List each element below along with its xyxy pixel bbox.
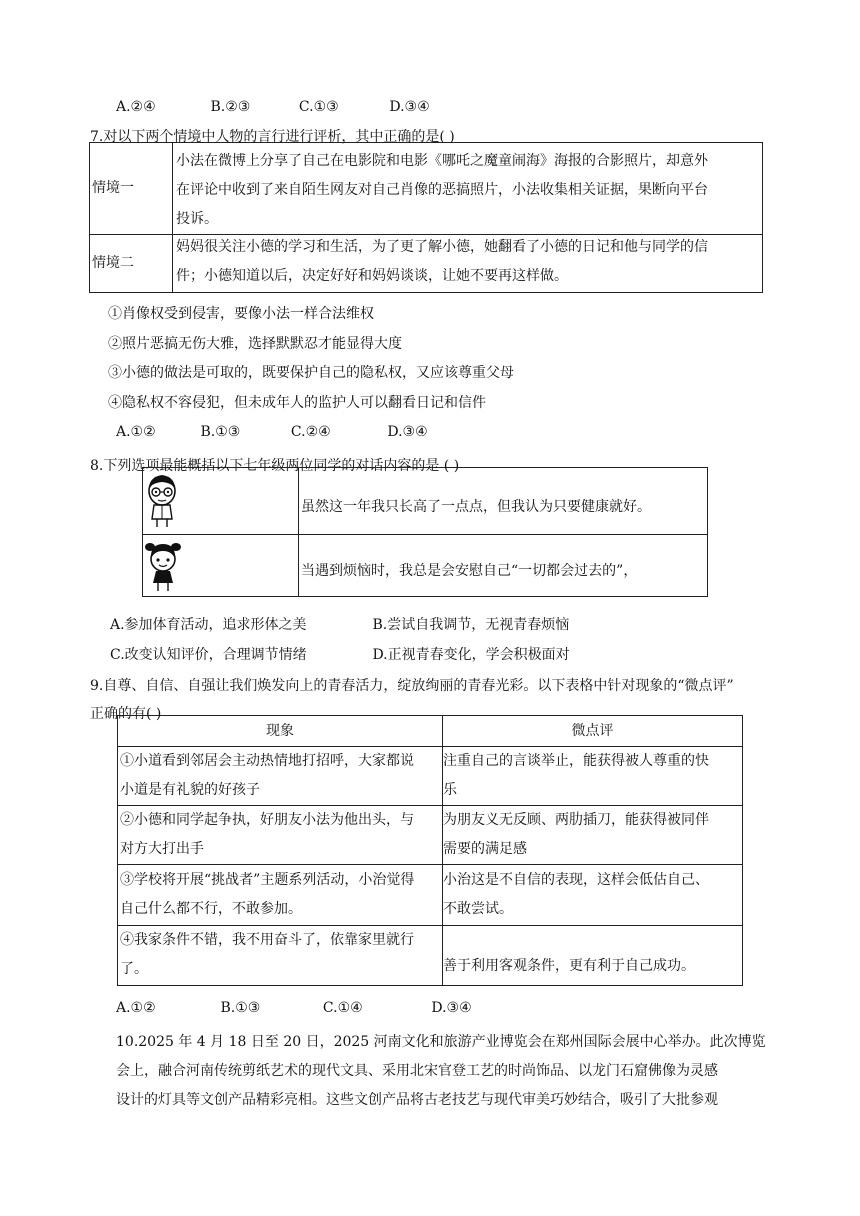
q9-row-4 bbox=[118, 926, 743, 986]
q8-option-c: C.改变认知评价，合理调节情绪 bbox=[110, 647, 307, 663]
q6-option-b: B.②③ bbox=[210, 99, 251, 115]
q9-header-cell bbox=[443, 716, 743, 747]
q9-stem-line-2: 正确的有( ) bbox=[90, 706, 162, 722]
q9-comment-cell bbox=[443, 926, 743, 986]
q6-option-a: A.②④ bbox=[116, 99, 156, 115]
q7-option-a: A.①② bbox=[116, 424, 156, 440]
q8-dialog-cell bbox=[299, 535, 708, 597]
q6-options bbox=[116, 99, 430, 115]
q9-row-2 bbox=[118, 806, 743, 865]
q9-option-a: A.①② bbox=[116, 1000, 156, 1016]
q9-phenomenon-line: 小道是有礼貌的好孩子 bbox=[120, 782, 260, 798]
q9-comment-line: 善于利用客观条件，更有利于自己成功。 bbox=[443, 958, 695, 974]
q7-option-c: C.②④ bbox=[290, 424, 331, 440]
q7-scenario-table bbox=[89, 142, 763, 293]
q9-stem-line-1: 9.自尊、自信、自强让我们焕发向上的青春活力，绽放绚丽的青春光彩。以下表格中针对现象的“微点评” bbox=[90, 678, 734, 694]
q9-comment-cell bbox=[443, 865, 743, 926]
q7-scenario-1-line: 投诉。 bbox=[176, 211, 218, 227]
q9-comment-line: 小治这是不自信的表现，这样会低估自己、 bbox=[443, 872, 709, 888]
q9-options bbox=[116, 1000, 472, 1016]
q7-label-cell bbox=[90, 235, 173, 293]
q9-option-b: B.①③ bbox=[220, 1000, 261, 1016]
q7-options bbox=[116, 424, 428, 440]
q10-line-2: 会上，融合河南传统剪纸艺术的现代文具、采用北宋官登工艺的时尚饰品、以龙门石窟佛像为灵感 bbox=[116, 1063, 718, 1079]
q9-comment-line bbox=[443, 926, 742, 942]
q9-phenomenon-line: 自己什么都不行，不敢参加。 bbox=[120, 901, 302, 917]
girl-avatar-icon bbox=[144, 537, 182, 593]
q7-scenario-1-label: 情境一 bbox=[92, 180, 134, 196]
q7-option-b: B.①③ bbox=[200, 424, 241, 440]
q9-header-phenomenon: 现象 bbox=[266, 723, 294, 739]
q8-option-d: D.正视青春变化，学会积极面对 bbox=[372, 647, 570, 663]
q7-scenario-2-line: 妈妈很关注小德的学习和生活，为了更了解小德，她翻看了小德的日记和他与同学的信 bbox=[176, 239, 708, 255]
q8-stem: 8.下列选项最能概括以下七年级两位同学的对话内容的是 ( ) bbox=[90, 458, 460, 474]
q9-comment-line: 乐 bbox=[443, 782, 457, 798]
q7-row-scenario-1 bbox=[90, 143, 763, 235]
q9-phenomenon-line: ①小道看到邻居会主动热情地打招呼，大家都说 bbox=[120, 753, 414, 769]
q9-row-3 bbox=[118, 865, 743, 926]
q9-comment-cell bbox=[443, 747, 743, 806]
q7-scenario-2-label: 情境二 bbox=[92, 255, 134, 271]
q10-line-1: 10.2025 年 4 月 18 日至 20 日，2025 河南文化和旅游产业博览会在郑州国际会展中心举办。此次博览 bbox=[116, 1034, 766, 1050]
q8-avatar-cell bbox=[143, 535, 299, 597]
q7-scenario-1-line: 在评论中收到了来自陌生网友对自己肖像的恶搞照片，小法收集相关证据，果断向平台 bbox=[176, 182, 708, 198]
q7-scenario-1-line: 小法在微博上分享了自己在电影院和电影《哪吒之魔童闹海》海报的合影照片，却意外 bbox=[176, 153, 708, 169]
q7-statement-4: ④隐私权不容侵犯，但未成年人的监护人可以翻看日记和信件 bbox=[108, 395, 486, 411]
q10-line-3: 设计的灯具等文创产品精彩亮相。这些文创产品将古老技艺与现代审美巧妙结合，吸引了大批参观 bbox=[116, 1092, 718, 1108]
q8-dialog-cell bbox=[299, 468, 708, 535]
q8-dialog-table bbox=[142, 467, 708, 597]
q7-label-cell bbox=[90, 143, 173, 235]
q9-option-c: C.①④ bbox=[322, 1000, 363, 1016]
q8-options-row-1 bbox=[110, 614, 569, 634]
q9-comment-cell bbox=[443, 806, 743, 865]
q9-phenomenon-cell bbox=[118, 806, 443, 865]
q8-avatar-cell bbox=[143, 468, 299, 535]
q7-option-d: D.③④ bbox=[387, 424, 428, 440]
q7-stem: 7.对以下两个情境中人物的言行进行评析，其中正确的是( ) bbox=[90, 129, 455, 145]
q8-dialog-row-1 bbox=[143, 468, 708, 535]
q9-header-row bbox=[118, 716, 743, 747]
q8-dialog-1-text: 虽然这一年我只长高了一点点，但我认为只要健康就好。 bbox=[301, 499, 651, 515]
q7-content-cell bbox=[173, 235, 763, 293]
q9-comment-line: 注重自己的言谈举止，能获得被人尊重的快 bbox=[443, 753, 709, 769]
q9-option-d: D.③④ bbox=[431, 1000, 472, 1016]
q9-header-comment: 微点评 bbox=[571, 723, 614, 739]
q8-dialog-row-2 bbox=[143, 535, 708, 597]
q6-option-c: C.①③ bbox=[298, 99, 339, 115]
q7-statement-3: ③小德的做法是可取的，既要保护自己的隐私权，又应该尊重父母 bbox=[108, 365, 514, 381]
q7-scenario-2-line: 件；小德知道以后，决定好好和妈妈谈谈，让她不要再这样做。 bbox=[176, 268, 568, 284]
q9-comment-table bbox=[117, 715, 743, 986]
boy-avatar-icon bbox=[144, 471, 180, 529]
q9-phenomenon-cell bbox=[118, 865, 443, 926]
q9-phenomenon-line: 对方大打出手 bbox=[120, 841, 204, 857]
q7-statement-2: ②照片恶搞无伤大雅，选择默默忍才能显得大度 bbox=[108, 336, 402, 352]
q9-phenomenon-line: 了。 bbox=[120, 961, 148, 977]
q7-content-cell bbox=[173, 143, 763, 235]
q8-dialog-2-text: 当遇到烦恼时，我总是会安慰自己“一切都会过去的”， bbox=[301, 562, 638, 579]
q9-phenomenon-cell bbox=[118, 926, 443, 986]
q7-statement-1: ①肖像权受到侵害，要像小法一样合法维权 bbox=[108, 306, 374, 322]
q8-options-row-2 bbox=[110, 644, 570, 664]
q9-comment-line: 需要的满足感 bbox=[443, 841, 527, 857]
q9-header-cell bbox=[118, 716, 443, 747]
q8-option-a: A.参加体育活动，追求形体之美 bbox=[110, 617, 307, 633]
q9-comment-line: 不敢尝试。 bbox=[443, 901, 513, 917]
q7-row-scenario-2 bbox=[90, 235, 763, 293]
q8-option-b: B.尝试自我调节，无视青春烦恼 bbox=[372, 617, 570, 633]
q9-comment-line: 为朋友义无反顾、两肋插刀，能获得被同伴 bbox=[443, 812, 709, 828]
q9-phenomenon-cell bbox=[118, 747, 443, 806]
q9-row-1 bbox=[118, 747, 743, 806]
q9-phenomenon-line: ②小德和同学起争执，好朋友小法为他出头，与 bbox=[120, 812, 414, 828]
q6-option-d: D.③④ bbox=[389, 99, 430, 115]
q9-phenomenon-line: ④我家条件不错，我不用奋斗了，依靠家里就行 bbox=[120, 932, 414, 948]
q9-phenomenon-line: ③学校将开展“挑战者”主题系列活动，小治觉得 bbox=[120, 872, 415, 888]
